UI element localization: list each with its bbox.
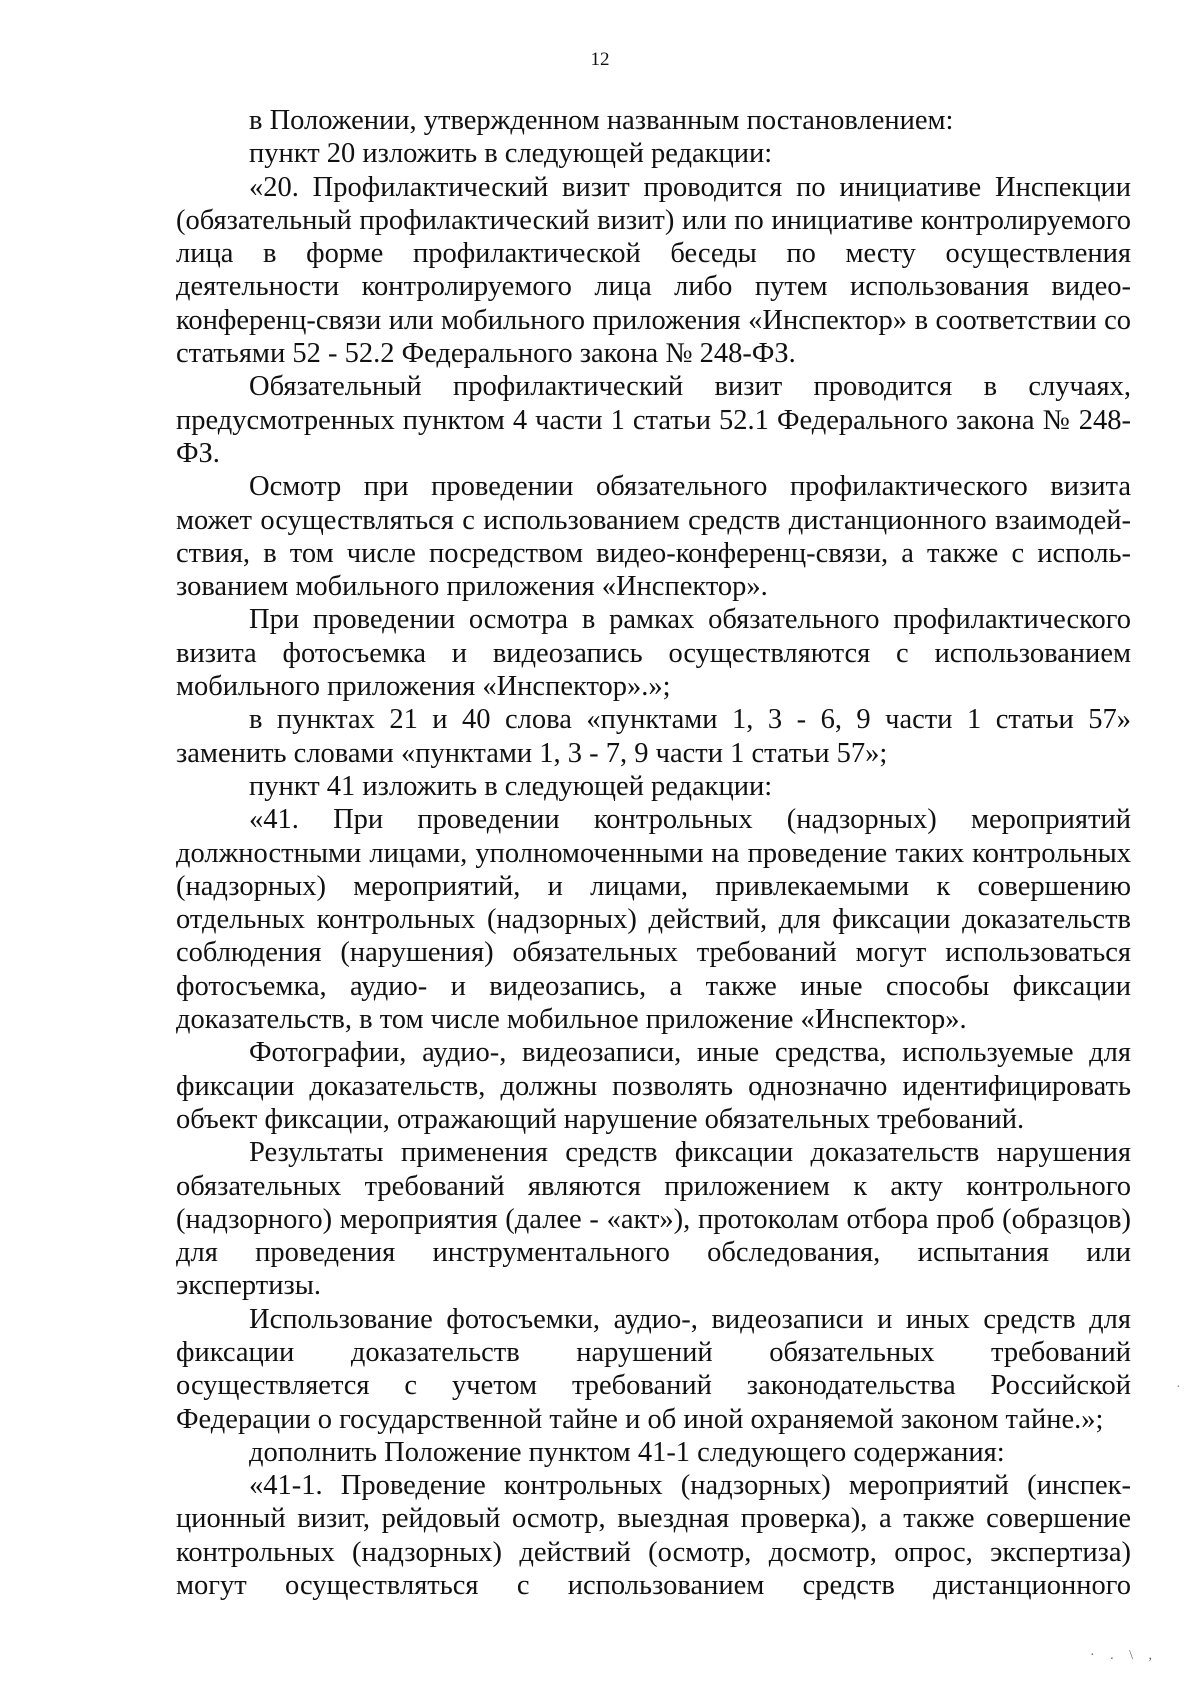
page-number: 12 [590,49,610,70]
paragraph-items-21-40: в пунктах 21 и 40 слова «пунктами 1, 3 - 6, 9 части 1 статьи 57» заменить словами «пунктами 1, 3 - 7, 9 части 1 статьи 57»; [176,704,1131,769]
paragraph-photo-video: При проведении осмотра в рамках обязательного профилактического визита фотосъемка и видеозапись осуществляются с использованием мобильного приложения «Инспектор».»; [176,604,1131,703]
paragraph-item-41: «41. При проведении контрольных (надзорных) мероприятий должностными лицами, уполномоченными на проведение таких контрольных (надзорных) мероприятий, и лицами, привлекаемыми к совершению отдельных контрольных (надзорных) действий, для фиксации доказательств соблюдения (нарушения) обязательных требований могут использоваться фотосъемка, аудио- и видеозапись, а также иные способы фиксации доказательств, в том числе мобильное приложение «Инспектор». [176,804,1131,1036]
paragraph-item-41-1: «41-1. Проведение контрольных (надзорных) мероприятий (инспекционный визит, рейдовый осмотр, выездная проверка), а также совершение контрольных (надзорных) действий (осмотр, досмотр, опрос, экспертиза) могут осуществляться с использованием средств дистанционного [176,1470,1131,1602]
scan-specks: · . \ , [1090,1648,1159,1663]
document-body [176,104,1131,1602]
paragraph-mandatory-visit: Обязательный профилактический визит проводится в случаях, предусмотренных пунктом 4 части 1 статьи 52.1 Федерального закона № 248-ФЗ. [176,371,1131,469]
paragraph-results-appendix: Результаты применения средств фиксации доказательств нарушения обязательных требований являются приложением к акту контрольного (надзорного) мероприятия (далее - «акт»), протоколам отбора проб (образцов) для проведения инструментального обследования, испытания или экспертизы. [176,1137,1131,1302]
paragraph-item-41-heading: пункт 41 изложить в следующей редакции: [249,770,773,802]
paragraph-intro: в Положении, утвержденном названным постановлением: [249,105,954,136]
paragraph-item-20-heading: пункт 20 изложить в следующей редакции: [249,138,773,170]
paragraph-inspection-remote: Осмотр при проведении обязательного профилактического визита может осуществляться с использованием средств дистанционного взаимодействия, в том числе посредством видео-конференц-связи, а также с использованием мобильного приложения «Инспектор». [176,471,1131,603]
paragraph-state-secret: Использование фотосъемки, аудио-, видеозаписи и иных средств для фиксации доказательств нарушений обязательных требований осуществляется с учетом требований законодательства Российской Федерации о государственной тайне и об иной охраняемой законом тайне.»; [176,1303,1131,1435]
scan-speck: · [1176,1380,1181,1395]
paragraph-item-20: «20. Профилактический визит проводится по инициативе Инспекции (обязательный профилактический визит) или по инициативе контролируемого лица в форме профилактической беседы по месту осуществления деятельности контролируемого лица либо путем использования видео-конференц-связи или мобильного приложения «Инспектор» в соответствии со статьями 52 - 52.2 Федерального закона № 248-ФЗ. [176,171,1131,370]
paragraph-item-41-1-heading: дополнить Положение пунктом 41-1 следующего содержания: [249,1436,1005,1468]
paragraph-photos-identify: Фотографии, аудио-, видеозаписи, иные средства, используемые для фиксации доказательств, должны позволять однозначно идентифицировать объект фиксации, отражающий нарушение обязательных требований. [176,1037,1131,1135]
